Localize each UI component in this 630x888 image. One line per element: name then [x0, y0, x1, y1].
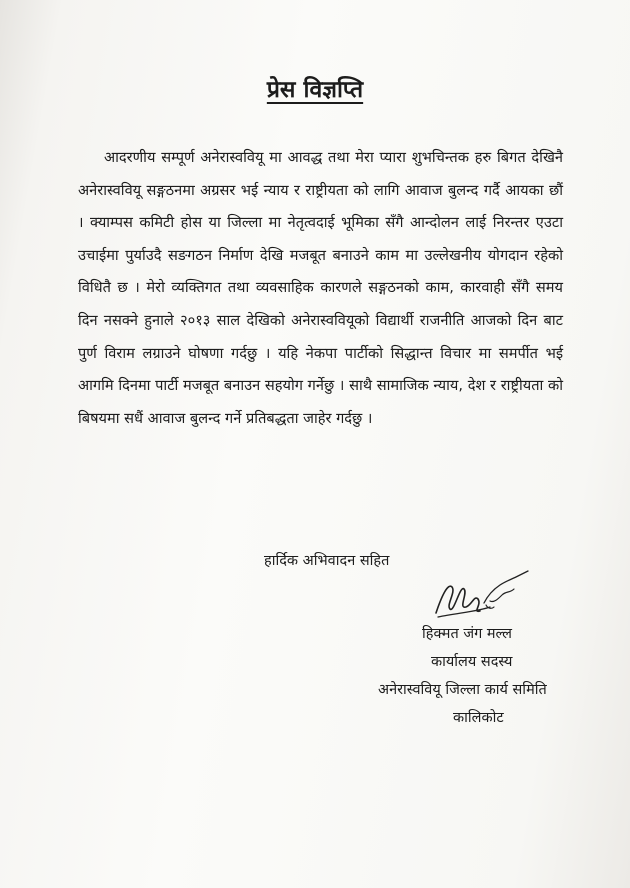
title-text: प्रेस विज्ञप्ति	[266, 77, 364, 103]
signoff-block	[378, 620, 598, 732]
signatory-organization: अनेरास्ववियू जिल्ला कार्य समिति	[378, 682, 547, 698]
document-title	[0, 72, 630, 104]
signatory-name: हिक्मत जंग मल्ल	[422, 626, 512, 642]
signatory-position: कार्यालय सदस्य	[431, 654, 513, 670]
signatory-place: कालिकोट	[453, 710, 504, 726]
closing-greeting: हार्दिक अभिवादन सहित	[264, 553, 390, 569]
body-paragraph: आदरणीय सम्पूर्ण अनेरास्ववियू मा आवद्ध तथा मेरा प्यारा शुभचिन्तक हरु बिगत देखिनै अनेरास्ववियू सङ्गठनमा अग्रसर भई न्याय र राष्ट्रीयता को लागि आवाज बुलन्द गर्दै आयका छौं । क्याम्पस कमिटी होस या जिल्ला मा नेतृत्वदाई भूमिका सँगै आन्दोलन लाई निरन्तर एउटा उचाईमा पुर्याउदै सङगठन निर्माण देखि मजबूत बनाउने काम मा उल्लेखनीय योगदान रहेको विधितै छ । मेरो व्यक्तिगत तथा व्यवसाहिक कारणले सङ्गठनको काम, कारवाही सँगै समय दिन नसक्ने हुनाले २०१३ साल देखिको अनेरास्ववियूको विद्यार्थी राजनीति आजको दिन बाट पुर्ण विराम लग्राउने घोषणा गर्दछु । यहि नेकपा पार्टीको सिद्धान्त विचार मा समर्पीत भई आगमि दिनमा पार्टी मजबूत बनाउन सहयोग गर्नेछु । साथै सामाजिक न्याय, देश र राष्ट्रीयता को बिषयमा सधैं आवाज बुलन्द गर्ने प्रतिबद्धता जाहेर गर्दछु ।	[78, 149, 563, 427]
